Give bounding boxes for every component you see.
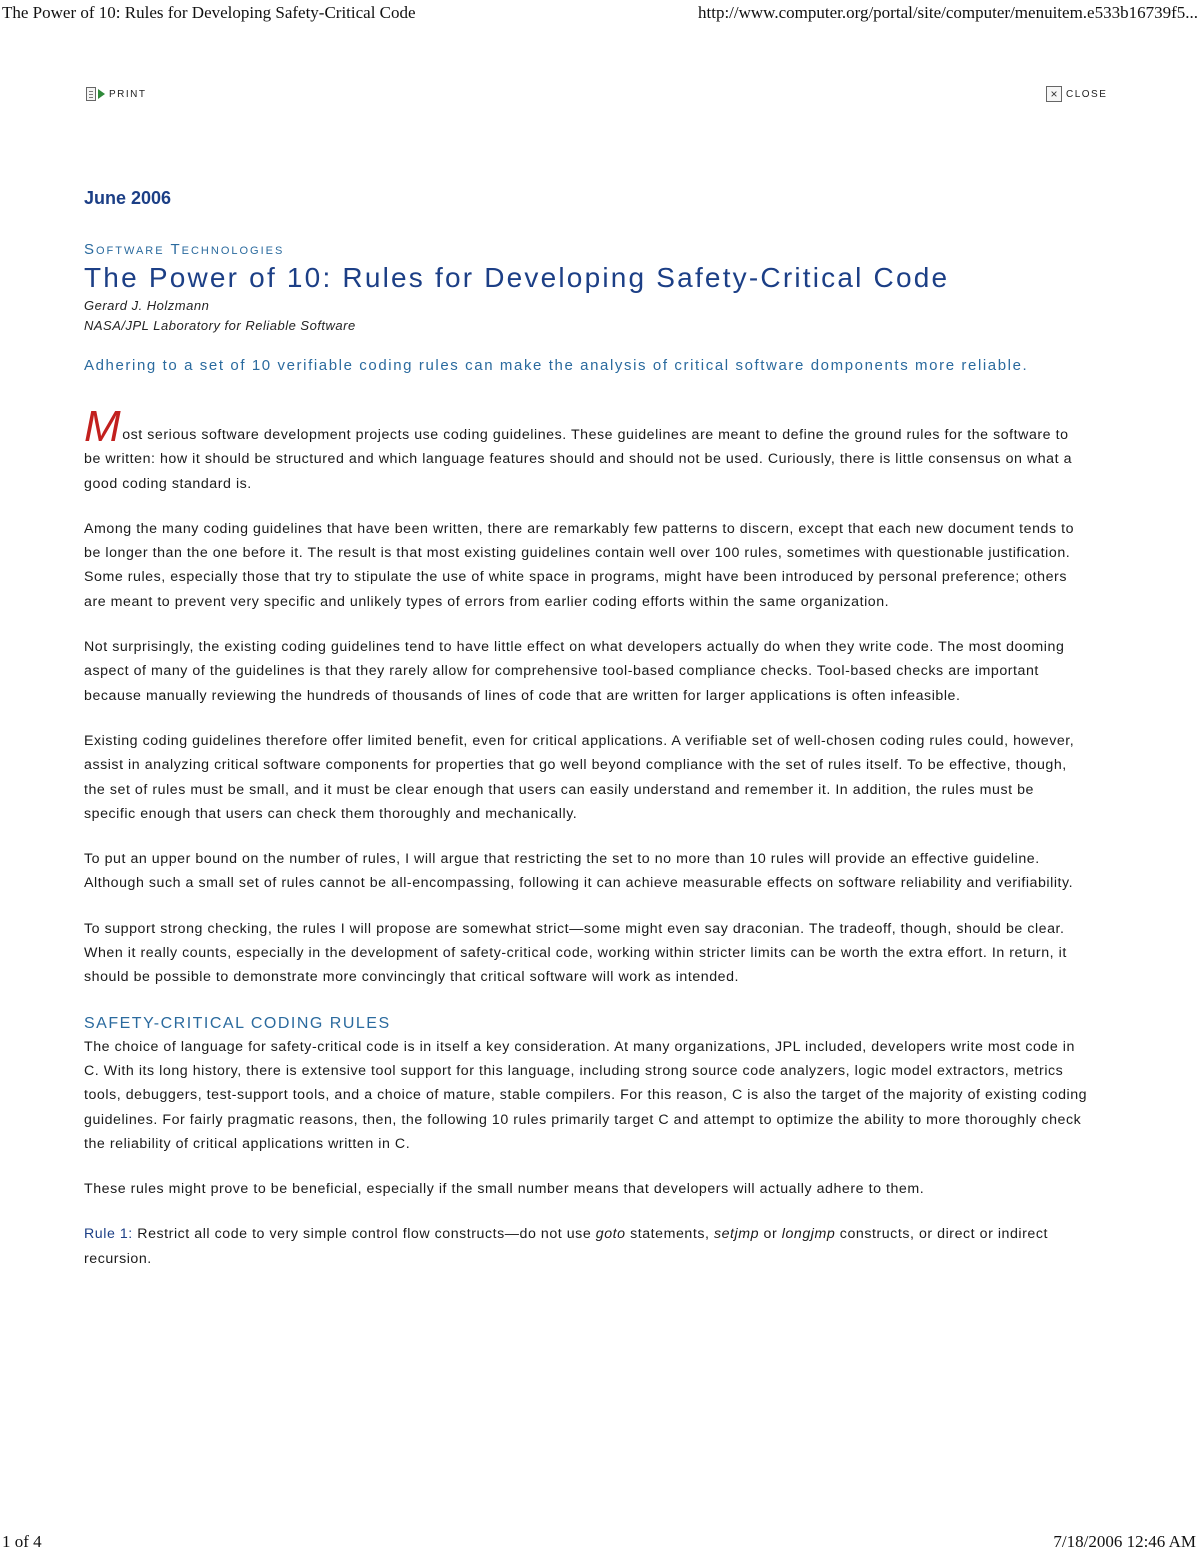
issue-date: June 2006 — [84, 188, 172, 208]
close-label: CLOSE — [1066, 88, 1108, 100]
paragraph: To put an upper bound on the number of rules, I will argue that restricting the set to no more than 10 rules will provide an effective guideline. Although such a small set of rules cannot be all-encompassing, following it can achieve measurable effects on software reliability and verifiability. — [84, 851, 1074, 892]
affiliation: NASA/JPL Laboratory for Reliable Software — [84, 318, 356, 333]
article-body — [84, 402, 1088, 1292]
rule-text: or — [759, 1226, 782, 1243]
author: Gerard J. Holzmann — [84, 298, 210, 313]
dropcap: M — [84, 402, 122, 451]
code-term: longjmp — [781, 1226, 836, 1243]
rule-text: constructs, or direct or indirect recursion. — [84, 1226, 1048, 1267]
paragraph: The choice of language for safety-critical code is in itself a key consideration. At many organizations, JPL included, developers write most code in C. With its long history, there is extensive tool support for this language, including strong source code analyzers, logic model extractors, metrics tools, debuggers, test-support tools, and a choice of mature, stable compilers. For this reason, C is also the target of the majority of existing coding guidelines. For fairly pragmatic reasons, then, the following 10 rules primarily target C and attempt to optimize the ability to more thoroughly check the reliability of critical applications written in C. — [84, 1038, 1088, 1152]
code-term: goto — [595, 1226, 626, 1243]
paragraph: To support strong checking, the rules I will propose are somewhat strict—some might even say draconian. The tradeoff, though, should be clear. When it really counts, especially in the development of safety-critical code, working within stricter limits can be worth the extra effort. In return, it should be possible to demonstrate more convincingly that critical software will work as intended. — [84, 920, 1067, 986]
paragraph: Existing coding guidelines therefore offer limited benefit, even for critical applications. A verifiable set of well-chosen coding rules could, however, assist in analyzing critical software components for properties that go well beyond compliance with the set of rules itself. To be effective, though, the set of rules must be small, and it must be clear enough that users can easily understand and remember it. In addition, the rules must be specific enough that users can check them thoroughly and mechanically. — [84, 732, 1075, 822]
print-datetime: 7/18/2006 12:46 AM — [1053, 1532, 1196, 1551]
rule-text: Restrict all code to very simple control flow constructs—do not use — [137, 1226, 596, 1243]
rule-text: statements, — [625, 1226, 714, 1243]
print-label: PRINT — [109, 88, 147, 100]
rule-1 — [84, 1222, 1088, 1271]
browser-page-title: The Power of 10: Rules for Developing Safety-Critical Code — [2, 3, 416, 22]
paragraph: Among the many coding guidelines that have been written, there are remarkably few patterns to discern, except that each new document tends to be longer than the one before it. The result is that most existing guidelines contain well over 100 rules, sometimes with questionable justification. Some rules, especially those that try to stipulate the use of white space in programs, might have been introduced by personal preference; others are meant to prevent very specific and unlikely types of errors from earlier coding efforts within the same organization. — [84, 520, 1075, 610]
section-label: Software Technologies — [84, 241, 285, 258]
paragraph-text: ost serious software development projects use coding guidelines. These guidelines are meant to define the ground rules for the software to be written: how it should be structured and which language features should and should not be used. Curiously, there is little consensus on what a good coding standard is. — [84, 427, 1073, 492]
rule-label: Rule 1: — [84, 1226, 138, 1243]
browser-url: http://www.computer.org/portal/site/computer/menuitem.e533b16739f5... — [698, 3, 1198, 22]
print-button[interactable] — [86, 87, 147, 101]
paragraph — [84, 402, 1088, 496]
paragraph: These rules might prove to be beneficial, especially if the small number means that developers will actually adhere to them. — [84, 1181, 925, 1198]
section-heading: SAFETY-CRITICAL CODING RULES — [84, 1014, 391, 1032]
close-button[interactable] — [1046, 86, 1107, 102]
document-icon — [86, 87, 96, 101]
paragraph: Not surprisingly, the existing coding guidelines tend to have little effect on what developers actually do when they write code. The most dooming aspect of many of the guidelines is that they rarely allow for comprehensive tool-based compliance checks. Tool-based checks are important because manually reviewing the hundreds of thousands of lines of code that are written for larger applications is often infeasible. — [84, 639, 1065, 704]
page-count: 1 of 4 — [2, 1532, 42, 1551]
standfirst: Adhering to a set of 10 verifiable coding rules can make the analysis of critical software domponents more reliable. — [84, 357, 1029, 374]
code-term: setjmp — [713, 1226, 760, 1243]
article-title: The Power of 10: Rules for Developing Safety-Critical Code — [84, 262, 950, 293]
arrow-right-icon — [98, 89, 105, 99]
close-icon: × — [1046, 86, 1062, 102]
